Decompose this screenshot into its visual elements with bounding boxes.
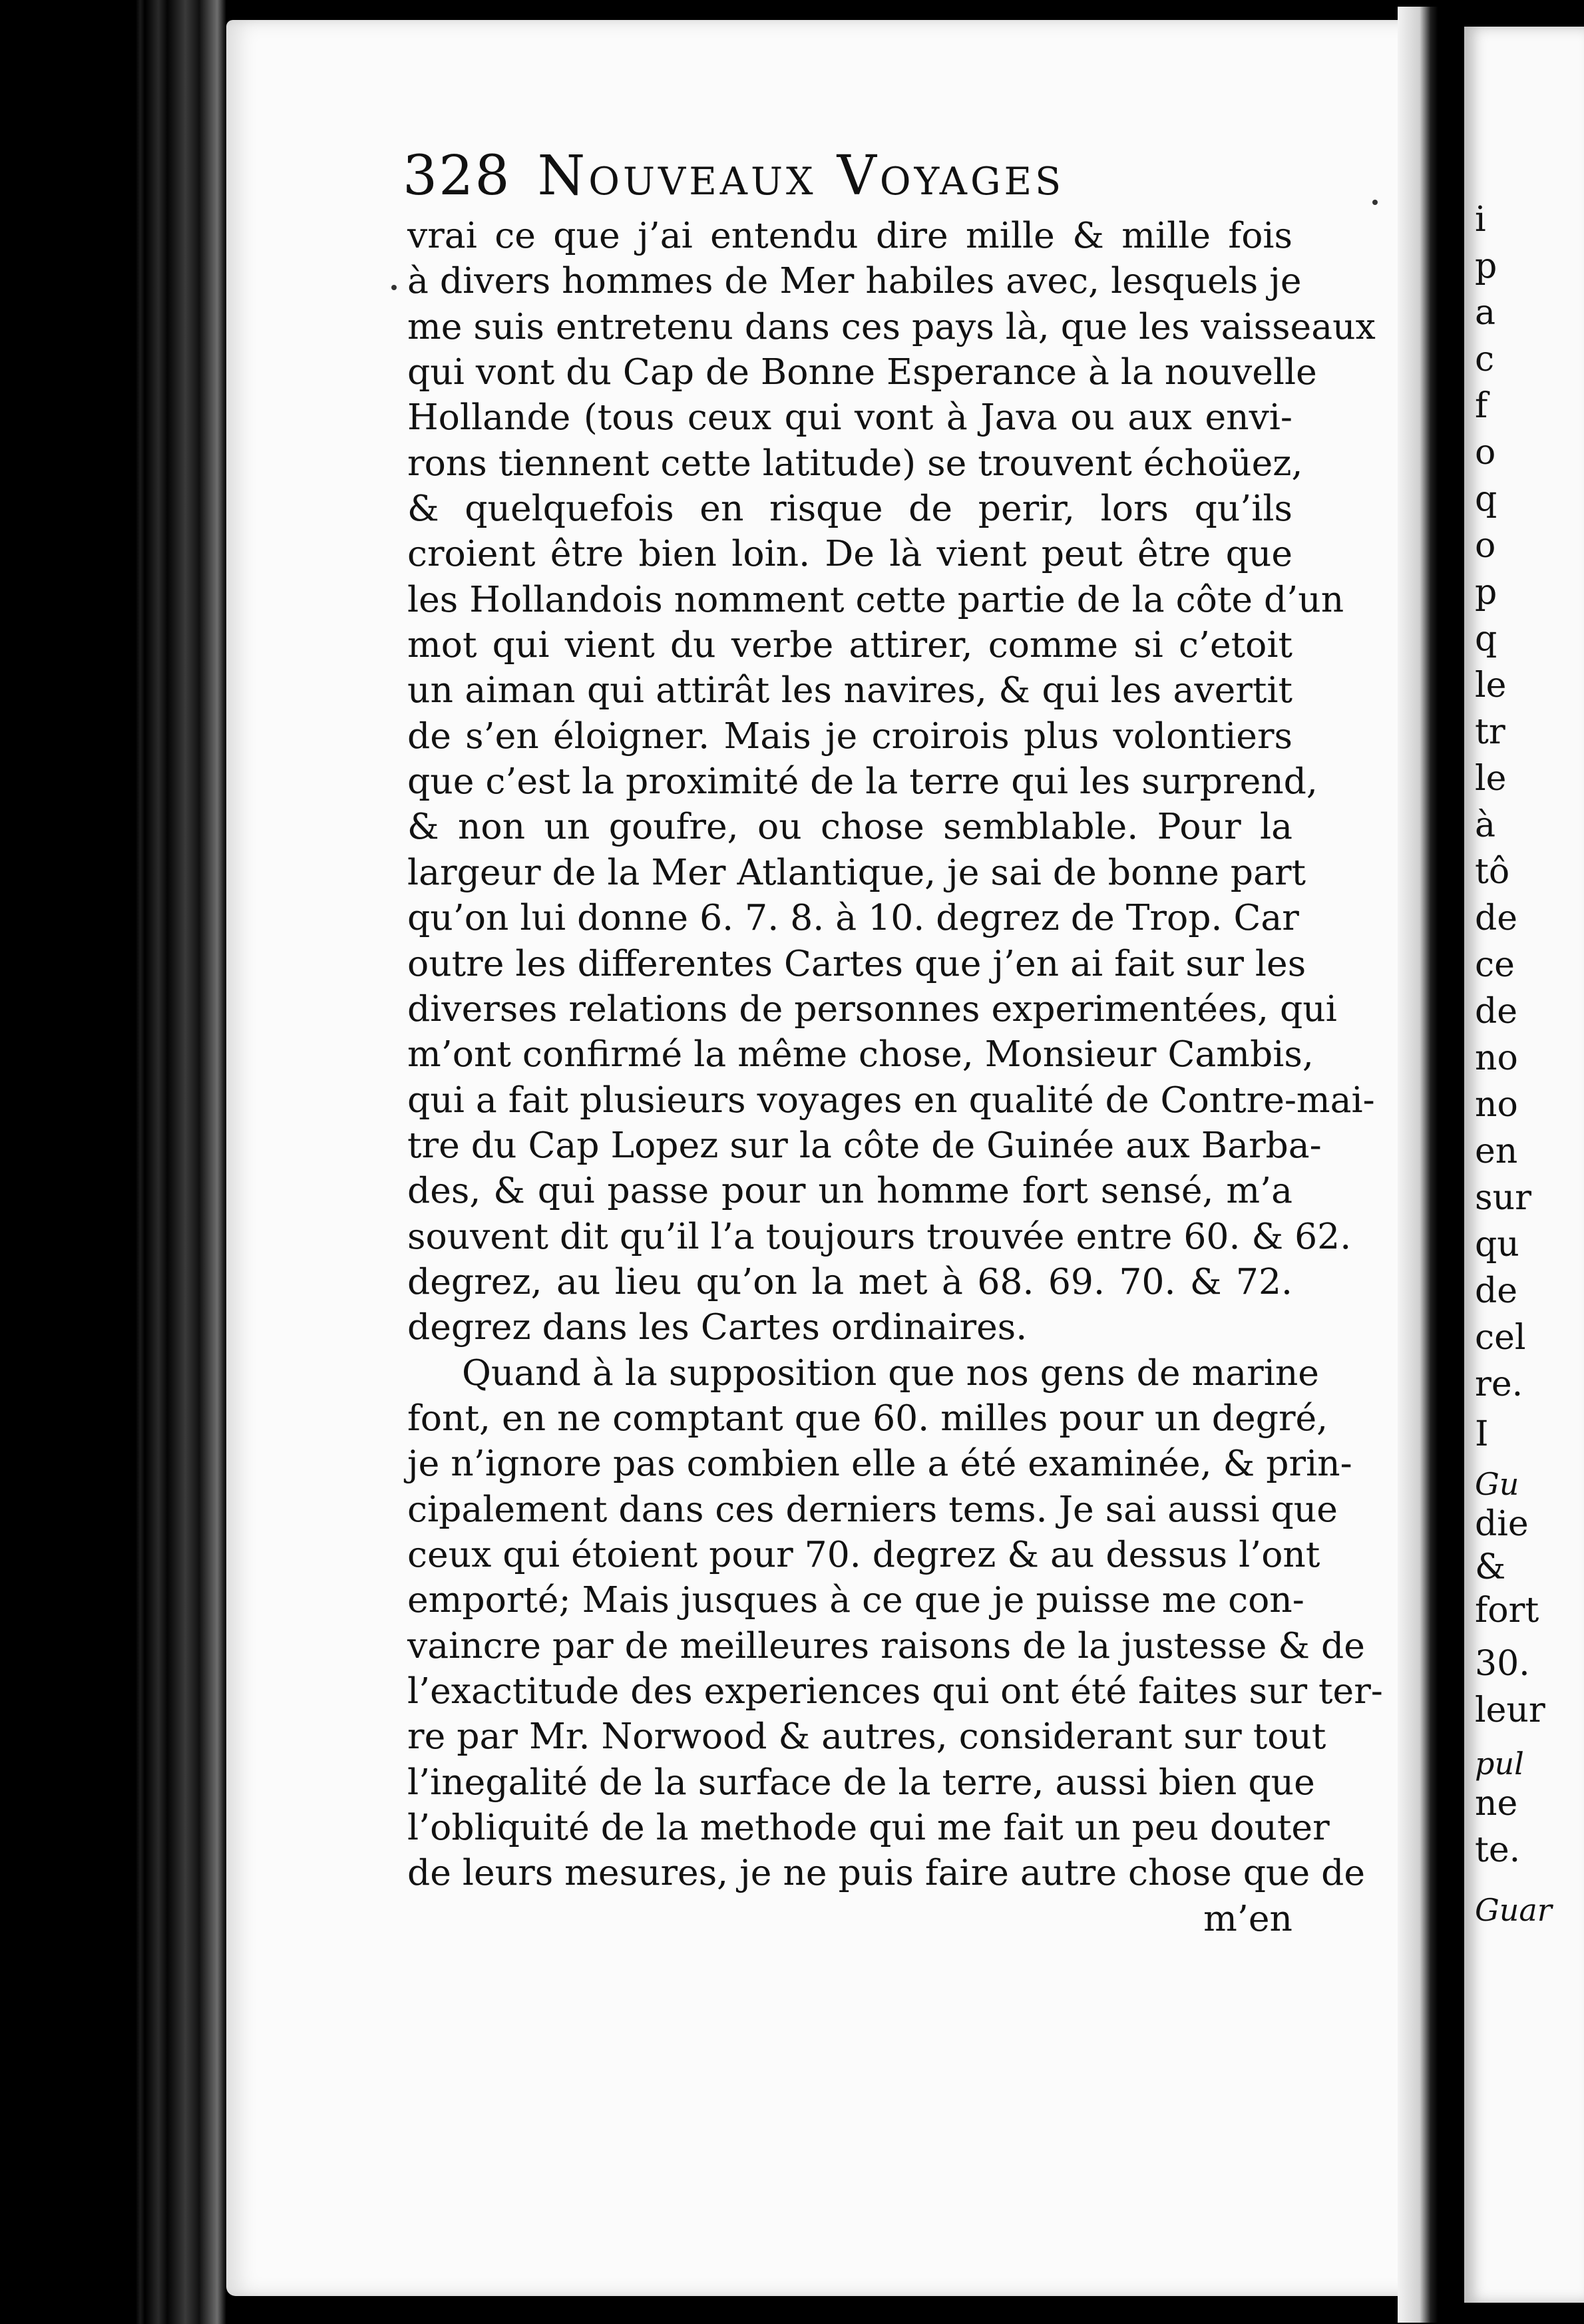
facing-page-fragment: te. <box>1475 1830 1521 1870</box>
text-line: outre les differentes Cartes que j’en ai fait sur les <box>407 942 1306 984</box>
facing-page-fragment: p <box>1475 572 1497 612</box>
text-line: vrai ce que j’ai entendu dire mille & mille fois <box>407 214 1292 256</box>
text-line: re par Mr. Norwood & autres, considerant sur tout <box>407 1715 1326 1758</box>
ink-speck <box>1372 200 1378 205</box>
facing-page-fragment: le <box>1475 759 1507 799</box>
text-line: de leurs mesures, je ne puis faire autre chose que de <box>407 1851 1366 1894</box>
facing-page-fragment: le <box>1475 666 1507 705</box>
facing-page-fragment: ne <box>1475 1784 1518 1824</box>
facing-page-fragment: q <box>1475 619 1497 659</box>
text-line: font, en ne comptant que 60. milles pour un degré, <box>407 1396 1328 1439</box>
facing-page-fragment: sur <box>1475 1178 1532 1218</box>
page-number: 328 <box>403 144 511 208</box>
ink-speck <box>391 285 397 290</box>
text-line: des, & qui passe pour un homme fort sensé, m’a <box>407 1169 1292 1212</box>
facing-page-fragment: de <box>1475 898 1518 938</box>
facing-page-fragment: à <box>1475 805 1496 845</box>
facing-page-fragment: die <box>1475 1504 1529 1544</box>
facing-page-fragment: o <box>1475 526 1496 566</box>
facing-page-fragment: leur <box>1475 1690 1545 1730</box>
text-line: rons tiennent cette latitude) se trouvent échoüez, <box>407 441 1303 484</box>
facing-page-fragment: fort <box>1475 1591 1539 1631</box>
running-header <box>403 136 1321 216</box>
text-line: qui vont du Cap de Bonne Esperance à la nouvelle <box>407 351 1317 393</box>
text-line: degrez, au lieu qu’on la met à 68. 69. 70. & 72. <box>407 1260 1292 1302</box>
facing-page-fragment: I <box>1475 1414 1489 1454</box>
text-line: je n’ignore pas combien elle a été examinée, & prin- <box>407 1442 1352 1485</box>
text-line: emporté; Mais jusques à ce que je puisse me con- <box>407 1579 1304 1621</box>
text-line: de s’en éloigner. Mais je croirois plus volontiers <box>407 714 1292 757</box>
facing-page-fragment: ce <box>1475 945 1515 985</box>
text-line: un aiman qui attirât les navires, & qui les avertit <box>407 669 1292 711</box>
facing-page-fragment: 30. <box>1475 1644 1530 1684</box>
facing-page-fragment: pul <box>1475 1746 1524 1782</box>
facing-page-fragment: o <box>1475 433 1496 473</box>
text-line: me suis entretenu dans ces pays là, que les vaisseaux <box>407 305 1376 347</box>
facing-page-fragment: & <box>1475 1547 1506 1587</box>
facing-page-fragment: cel <box>1475 1318 1526 1358</box>
text-line: diverses relations de personnes experimentées, qui <box>407 987 1337 1030</box>
facing-page-fragment: qu <box>1475 1225 1519 1264</box>
text-line: mot qui vient du verbe attirer, comme si c’etoit <box>407 624 1292 666</box>
text-line: qui a fait plusieurs voyages en qualité de Contre-mai- <box>407 1078 1375 1121</box>
text-line: Hollande (tous ceux qui vont à Java ou aux envi- <box>407 396 1292 439</box>
facing-page <box>1464 27 1584 2303</box>
text-line: l’obliquité de la methode qui me fait un peu douter <box>407 1806 1330 1849</box>
facing-page-fragment: no <box>1475 1085 1518 1125</box>
text-line: m’ont confirmé la même chose, Monsieur Cambis, <box>407 1033 1314 1075</box>
text-line: qu’on lui donne 6. 7. 8. à 10. degrez de Trop. Car <box>407 896 1299 939</box>
text-line: & non un goufre, ou chose semblable. Pour la <box>407 805 1292 848</box>
book-gutter <box>1398 7 1471 2323</box>
catchword: m’en <box>1203 1897 1292 1939</box>
facing-page-fragment: de <box>1475 1271 1518 1311</box>
facing-page-fragment: en <box>1475 1131 1518 1171</box>
running-title: Nouveaux Voyages <box>537 144 1065 208</box>
body-text <box>407 213 1383 1941</box>
facing-page-fragment: q <box>1475 479 1497 519</box>
text-line: cipalement dans ces derniers tems. Je sai aussi que <box>407 1487 1338 1530</box>
text-line: & quelquefois en risque de perir, lors qu’ils <box>407 487 1292 530</box>
text-line: à divers hommes de Mer habiles avec, lesquels je <box>407 260 1302 302</box>
text-line: croient être bien loin. De là vient peut être que <box>407 532 1292 575</box>
book-binding-edge <box>0 0 226 2324</box>
text-line: vaincre par de meilleures raisons de la justesse & de <box>407 1624 1365 1666</box>
text-line: que c’est la proximité de la terre qui les surprend, <box>407 760 1318 803</box>
facing-page-fragment: tr <box>1475 712 1505 752</box>
facing-page-fragment: p <box>1475 246 1497 286</box>
facing-page-fragment: Gu <box>1475 1466 1519 1502</box>
facing-page-fragment: tô <box>1475 852 1510 892</box>
text-line: les Hollandois nomment cette partie de la côte d’un <box>407 578 1344 620</box>
text-line: Quand à la supposition que nos gens de marine <box>462 1351 1319 1394</box>
facing-page-fragment: no <box>1475 1038 1518 1078</box>
text-line: largeur de la Mer Atlantique, je sai de bonne part <box>407 851 1306 893</box>
facing-page-fragment: i <box>1475 200 1486 240</box>
text-line: degrez dans les Cartes ordinaires. <box>407 1306 1028 1348</box>
facing-page-fragment: Guar <box>1475 1892 1552 1928</box>
text-line: l’inegalité de la surface de la terre, aussi bien que <box>407 1760 1315 1803</box>
facing-page-fragment: de <box>1475 992 1518 1032</box>
text-line: tre du Cap Lopez sur la côte de Guinée aux Barba- <box>407 1123 1322 1166</box>
text-line: ceux qui étoient pour 70. degrez & au dessus l’ont <box>407 1533 1320 1575</box>
facing-page-fragment: re. <box>1475 1364 1523 1404</box>
facing-page-fragment: a <box>1475 293 1496 333</box>
facing-page-fragment: f <box>1475 386 1488 426</box>
text-line: l’exactitude des experiences qui ont été faites sur ter- <box>407 1670 1383 1712</box>
facing-page-fragment: c <box>1475 339 1495 379</box>
text-line: souvent dit qu’il l’a toujours trouvée entre 60. & 62. <box>407 1215 1352 1257</box>
